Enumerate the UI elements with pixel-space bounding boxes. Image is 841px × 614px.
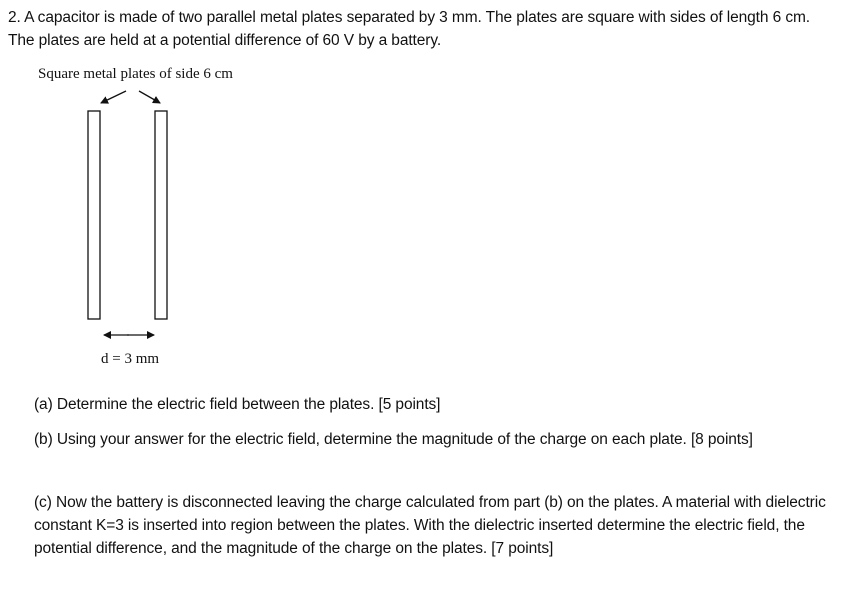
- question-part-a: (a) Determine the electric field between the plates. [5 points]: [34, 396, 441, 413]
- question-part-b: (b) Using your answer for the electric field, determine the magnitude of the charge on each plate. [8 points]: [34, 431, 753, 448]
- right-plate: [155, 111, 167, 319]
- question-intro: 2. A capacitor is made of two parallel metal plates separated by 3 mm. The plates are square with sides of length 6 cm. The plates are held at a potential difference of 60 V by a battery.: [8, 9, 810, 49]
- gap-label: d = 3 mm: [101, 351, 160, 367]
- left-plate-pointer-arrow: [101, 91, 126, 103]
- left-plate: [88, 111, 100, 319]
- right-plate-pointer-arrow: [139, 91, 160, 103]
- question-part-c: (c) Now the battery is disconnected leaving the charge calculated from part (b) on the plates. A material with dielectric constant K=3 is inserted into region between the plates. With the dielectric inserted determine the electric field, the potential difference, and the magnitude of the charge on the plates. [7 points]: [34, 494, 826, 557]
- plate-label: Square metal plates of side 6 cm: [38, 66, 233, 82]
